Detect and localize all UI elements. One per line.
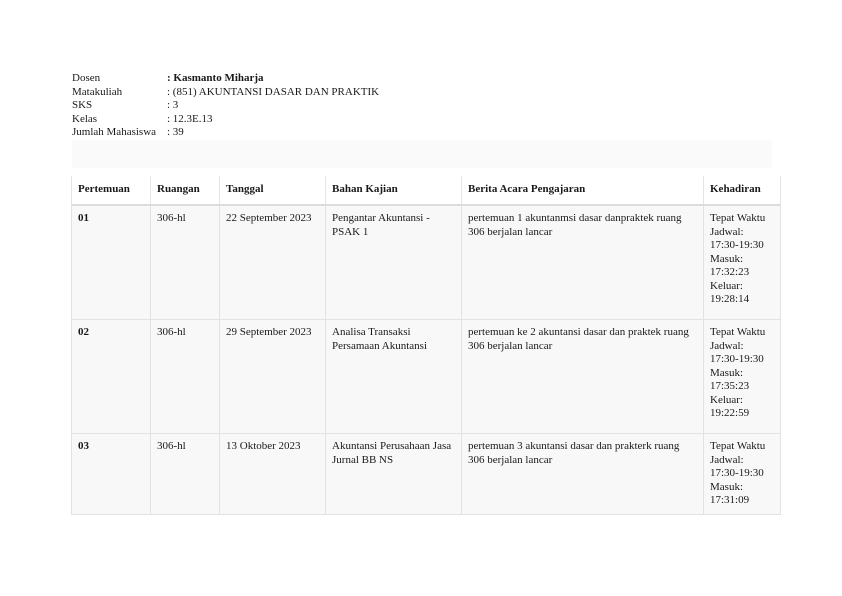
cell-berita-acara: pertemuan ke 2 akuntansi dasar dan praktek ruang 306 berjalan lancar [462, 320, 704, 434]
cell-pertemuan: 02 [72, 320, 151, 434]
info-row-sks [72, 99, 379, 113]
matakuliah-value: : (851) AKUNTANSI DASAR DAN PRAKTIK [167, 85, 380, 98]
cell-berita-acara: pertemuan 1 akuntanmsi dasar danpraktek ruang 306 berjalan lancar [462, 205, 704, 320]
kehadiran-keluar-value: 19:28:14 [710, 293, 750, 305]
cell-kehadiran [704, 434, 781, 515]
info-row-kelas [72, 113, 379, 127]
table-row [72, 434, 781, 515]
cell-berita-acara: pertemuan 3 akuntansi dasar dan prakterk ruang 306 berjalan lancar [462, 434, 704, 515]
attendance-table [71, 176, 781, 515]
cell-bahan-kajian: Pengantar Akuntansi - PSAK 1 [326, 205, 462, 320]
table-row [72, 320, 781, 434]
header-tanggal: Tanggal [220, 176, 326, 205]
kehadiran-jadwal-label: Jadwal: [710, 453, 744, 466]
header-kehadiran: Kehadiran [704, 176, 781, 205]
jumlah-mahasiswa-label: Jumlah Mahasiswa [72, 126, 157, 138]
table-row [72, 205, 781, 320]
kehadiran-jadwal-value: 17:30-19:30 [710, 239, 764, 251]
cell-ruangan: 306-hl [151, 320, 220, 434]
info-row-matakuliah [72, 86, 379, 100]
kehadiran-jadwal-label: Jadwal: [710, 339, 744, 352]
cell-bahan-kajian: Akuntansi Perusahaan Jasa Jurnal BB NS [326, 434, 462, 515]
matakuliah-label: Matakuliah [72, 85, 123, 98]
header-berita-acara: Berita Acara Pengajaran [462, 176, 704, 205]
info-row-jumlah-mahasiswa [72, 126, 379, 140]
sks-value: : 3 [167, 99, 179, 111]
header-bahan-kajian: Bahan Kajian [326, 176, 462, 205]
kehadiran-keluar-label: Keluar: [710, 279, 743, 292]
cell-ruangan: 306-hl [151, 205, 220, 320]
attendance-table-container [71, 176, 780, 515]
cell-pertemuan: 01 [72, 205, 151, 320]
kehadiran-masuk-label: Masuk: [710, 366, 743, 379]
kehadiran-masuk-value: 17:32:23 [710, 266, 750, 278]
kelas-value: : 12.3E.13 [167, 112, 213, 125]
kehadiran-status: Tepat Waktu [710, 326, 766, 338]
course-info [72, 72, 379, 140]
kehadiran-status: Tepat Waktu [710, 440, 766, 452]
cell-tanggal: 29 September 2023 [220, 320, 326, 434]
cell-tanggal: 22 September 2023 [220, 205, 326, 320]
cell-ruangan: 306-hl [151, 434, 220, 515]
cell-bahan-kajian: Analisa Transaksi Persamaan Akuntansi [326, 320, 462, 434]
cell-kehadiran [704, 320, 781, 434]
kelas-label: Kelas [72, 112, 98, 125]
kehadiran-status: Tepat Waktu [710, 212, 766, 224]
cell-pertemuan: 03 [72, 434, 151, 515]
jumlah-mahasiswa-value: : 39 [167, 126, 184, 138]
table-header-row [72, 176, 781, 205]
kehadiran-masuk-label: Masuk: [710, 480, 743, 493]
header-pertemuan: Pertemuan [72, 176, 151, 205]
kehadiran-jadwal-label: Jadwal: [710, 225, 744, 238]
cell-kehadiran [704, 205, 781, 320]
kehadiran-jadwal-value: 17:30-19:30 [710, 353, 764, 365]
sks-label: SKS [72, 99, 93, 111]
cell-tanggal: 13 Oktober 2023 [220, 434, 326, 515]
kehadiran-keluar-value: 19:22:59 [710, 407, 750, 419]
dosen-value: : Kasmanto Miharja [167, 72, 264, 84]
kehadiran-jadwal-value: 17:30-19:30 [710, 467, 764, 479]
header-ruangan: Ruangan [151, 176, 220, 205]
kehadiran-masuk-label: Masuk: [710, 252, 743, 265]
dosen-label: Dosen [72, 72, 101, 84]
kehadiran-masuk-value: 17:31:09 [710, 494, 750, 506]
filter-band [72, 140, 772, 168]
info-row-dosen [72, 72, 379, 86]
kehadiran-masuk-value: 17:35:23 [710, 380, 750, 392]
kehadiran-keluar-label: Keluar: [710, 393, 743, 406]
